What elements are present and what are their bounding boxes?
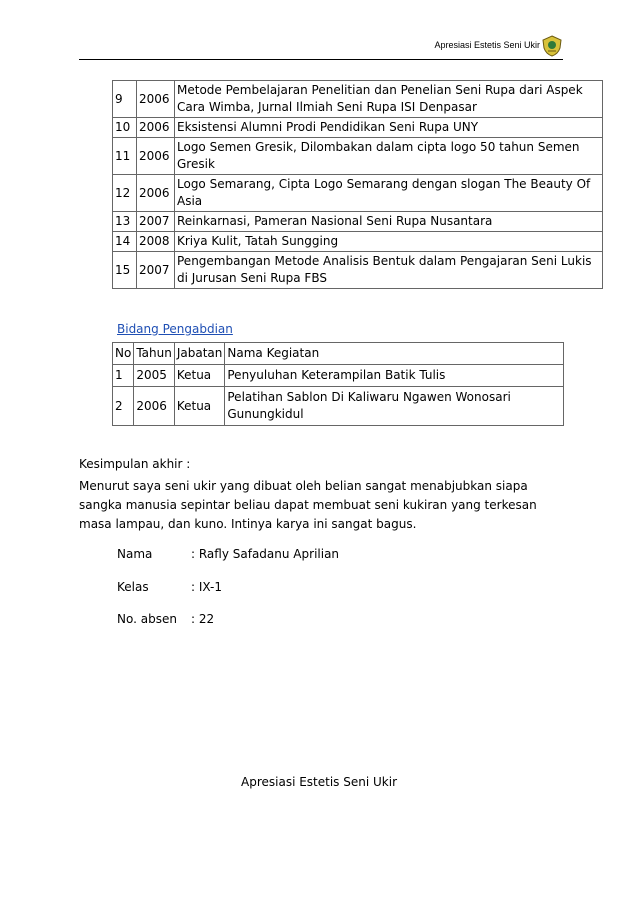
cell-no: 9: [113, 81, 137, 118]
cell-no: 12: [113, 175, 137, 212]
column-header-role: Jabatan: [174, 343, 225, 365]
footer-title: Apresiasi Estetis Seni Ukir: [241, 775, 397, 789]
cell-title: Kriya Kulit, Tatah Sungging: [175, 232, 603, 252]
class-value: : IX-1: [191, 580, 222, 594]
absen-value: : 22: [191, 612, 215, 626]
header-title: Apresiasi Estetis Seni Ukir: [434, 40, 540, 50]
absen-label: No. absen: [117, 612, 177, 626]
table-row: [113, 387, 564, 426]
column-header-activity: Nama Kegiatan: [225, 343, 564, 365]
cell-title: Logo Semen Gresik, Dilombakan dalam cipta logo 50 tahun Semen Gresik: [175, 138, 603, 175]
header-divider: [79, 59, 563, 60]
cell-year: 2006: [137, 175, 175, 212]
service-header-row: [113, 343, 564, 365]
cell-year: 2006: [137, 81, 175, 118]
cell-year: 2007: [137, 212, 175, 232]
class-label: Kelas: [117, 580, 149, 594]
cell-year: 2006: [137, 138, 175, 175]
cell-no: 14: [113, 232, 137, 252]
cell-title: Reinkarnasi, Pameran Nasional Seni Rupa Nusantara: [175, 212, 603, 232]
cell-no: 15: [113, 252, 137, 289]
cell-no: 13: [113, 212, 137, 232]
cell-title: Pengembangan Metode Analisis Bentuk dalam Pengajaran Seni Lukis di Jurusan Seni Rupa FBS: [175, 252, 603, 289]
table-row: [113, 365, 564, 387]
cell-year: 2008: [137, 232, 175, 252]
column-header-no: No: [113, 343, 134, 365]
cell-title: Logo Semarang, Cipta Logo Semarang dengan slogan The Beauty Of Asia: [175, 175, 603, 212]
column-header-year: Tahun: [134, 343, 175, 365]
research-table: [112, 80, 603, 289]
cell-year: 2005: [134, 365, 175, 387]
cell-year: 2006: [134, 387, 175, 426]
service-section-link[interactable]: Bidang Pengabdian: [117, 322, 233, 336]
cell-year: 2007: [137, 252, 175, 289]
name-value: : Rafly Safadanu Aprilian: [191, 547, 340, 561]
cell-no: 2: [113, 387, 134, 426]
table-row: [113, 138, 603, 175]
conclusion-label: Kesimpulan akhir :: [79, 457, 191, 471]
conclusion-text: Menurut saya seni ukir yang dibuat oleh belian sangat menabjubkan siapa sangka manusia sepintar beliau dapat membuat seni kukiran yang terkesan masa lampau, dan kuno. Intinya karya ini sangat bagus.: [79, 479, 537, 531]
cell-activity: Penyuluhan Keterampilan Batik Tulis: [225, 365, 564, 387]
cell-no: 10: [113, 118, 137, 138]
cell-title: Metode Pembelajaran Penelitian dan Penelian Seni Rupa dari Aspek Cara Wimba, Jurnal Ilmiah Seni Rupa ISI Denpasar: [175, 81, 603, 118]
emblem-icon: [541, 35, 563, 57]
table-row: [113, 118, 603, 138]
cell-activity: Pelatihan Sablon Di Kaliwaru Ngawen Wonosari Gunungkidul: [225, 387, 564, 426]
name-label: Nama: [117, 547, 153, 561]
service-table: [112, 342, 564, 426]
cell-role: Ketua: [174, 365, 225, 387]
table-row: [113, 232, 603, 252]
table-row: [113, 252, 603, 289]
table-row: [113, 81, 603, 118]
cell-no: 1: [113, 365, 134, 387]
cell-title: Eksistensi Alumni Prodi Pendidikan Seni Rupa UNY: [175, 118, 603, 138]
table-row: [113, 175, 603, 212]
cell-year: 2006: [137, 118, 175, 138]
table-row: [113, 212, 603, 232]
cell-no: 11: [113, 138, 137, 175]
cell-role: Ketua: [174, 387, 225, 426]
